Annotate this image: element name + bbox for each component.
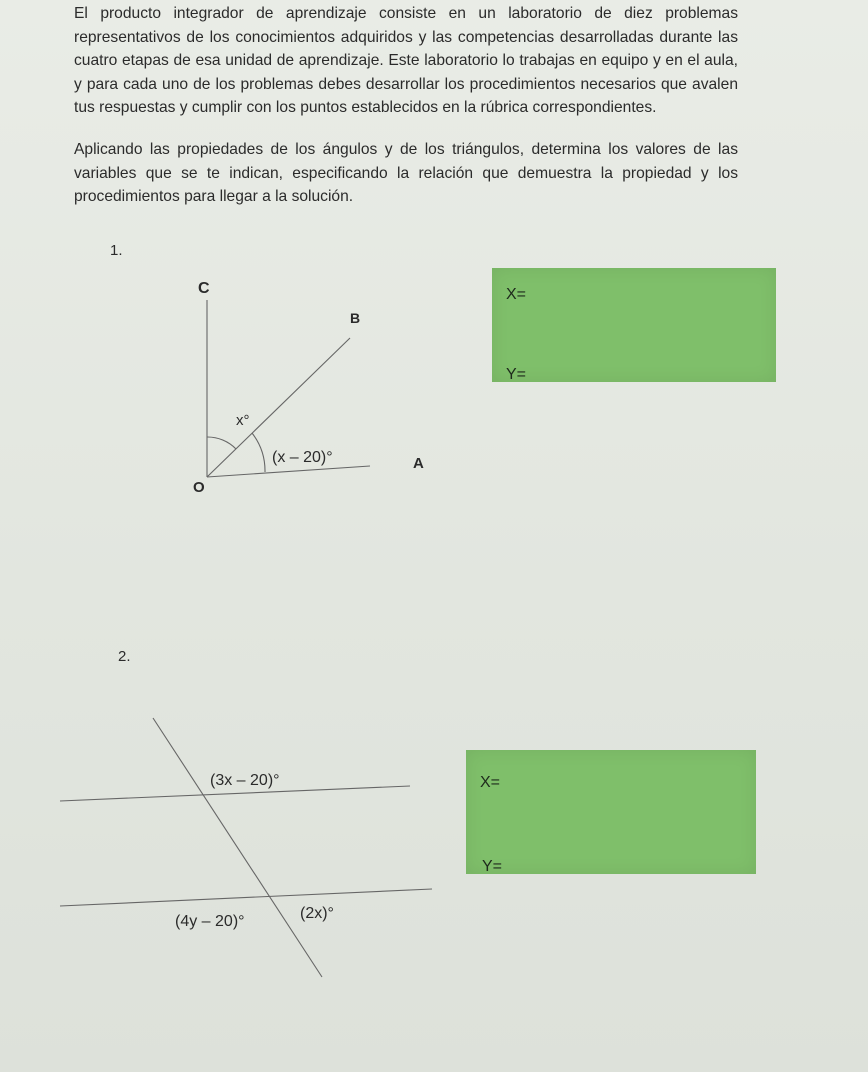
parallel-line-bottom (60, 889, 432, 906)
instructions-paragraph: Aplicando las propiedades de los ángulos y de los triángulos, determina los valores de las variables que se te indican, especificando la relación que demuestra la propiedad y los procedimientos para llegar a la solución. (74, 141, 738, 206)
problem-2-y-label: Y= (482, 858, 503, 875)
angle-arc-x (207, 437, 236, 449)
angle-label-x-minus-20: (x – 20)° (272, 449, 333, 466)
problem-2-answer-box[interactable] (466, 750, 756, 874)
problem-1-x-label: X= (506, 286, 527, 303)
intro-paragraph: El producto integrador de aprendizaje consiste en un laboratorio de diez problemas representativos de los conocimientos adquiridos y las competencias desarrolladas durante las cuatro etapas de esa unidad de aprendizaje. Este laboratorio lo trabajas en equipo y en el aula, y para cada uno de los problemas debes desarrollar los procedimientos necesarios que avalen tus respuestas y cumplir con los puntos establecidos en la rúbrica correspondientes. (74, 5, 738, 117)
transversal (153, 718, 322, 977)
angle-arc-x-minus-20 (252, 433, 265, 472)
label-o: O (193, 479, 205, 496)
problem-1-number: 1. (110, 242, 123, 259)
problem-1-y-label: Y= (506, 366, 527, 383)
angle-label-3x-minus-20: (3x – 20)° (210, 772, 280, 789)
angle-label-2x: (2x)° (300, 905, 334, 922)
ray-oa (207, 466, 370, 477)
problem-2-x-label: X= (480, 774, 501, 791)
label-c: C (198, 280, 210, 297)
label-b: B (350, 310, 361, 326)
label-a: A (413, 455, 424, 472)
angle-label-x: x° (236, 412, 250, 429)
problem-2-number: 2. (118, 648, 131, 665)
angle-label-4y-minus-20: (4y – 20)° (175, 913, 245, 930)
